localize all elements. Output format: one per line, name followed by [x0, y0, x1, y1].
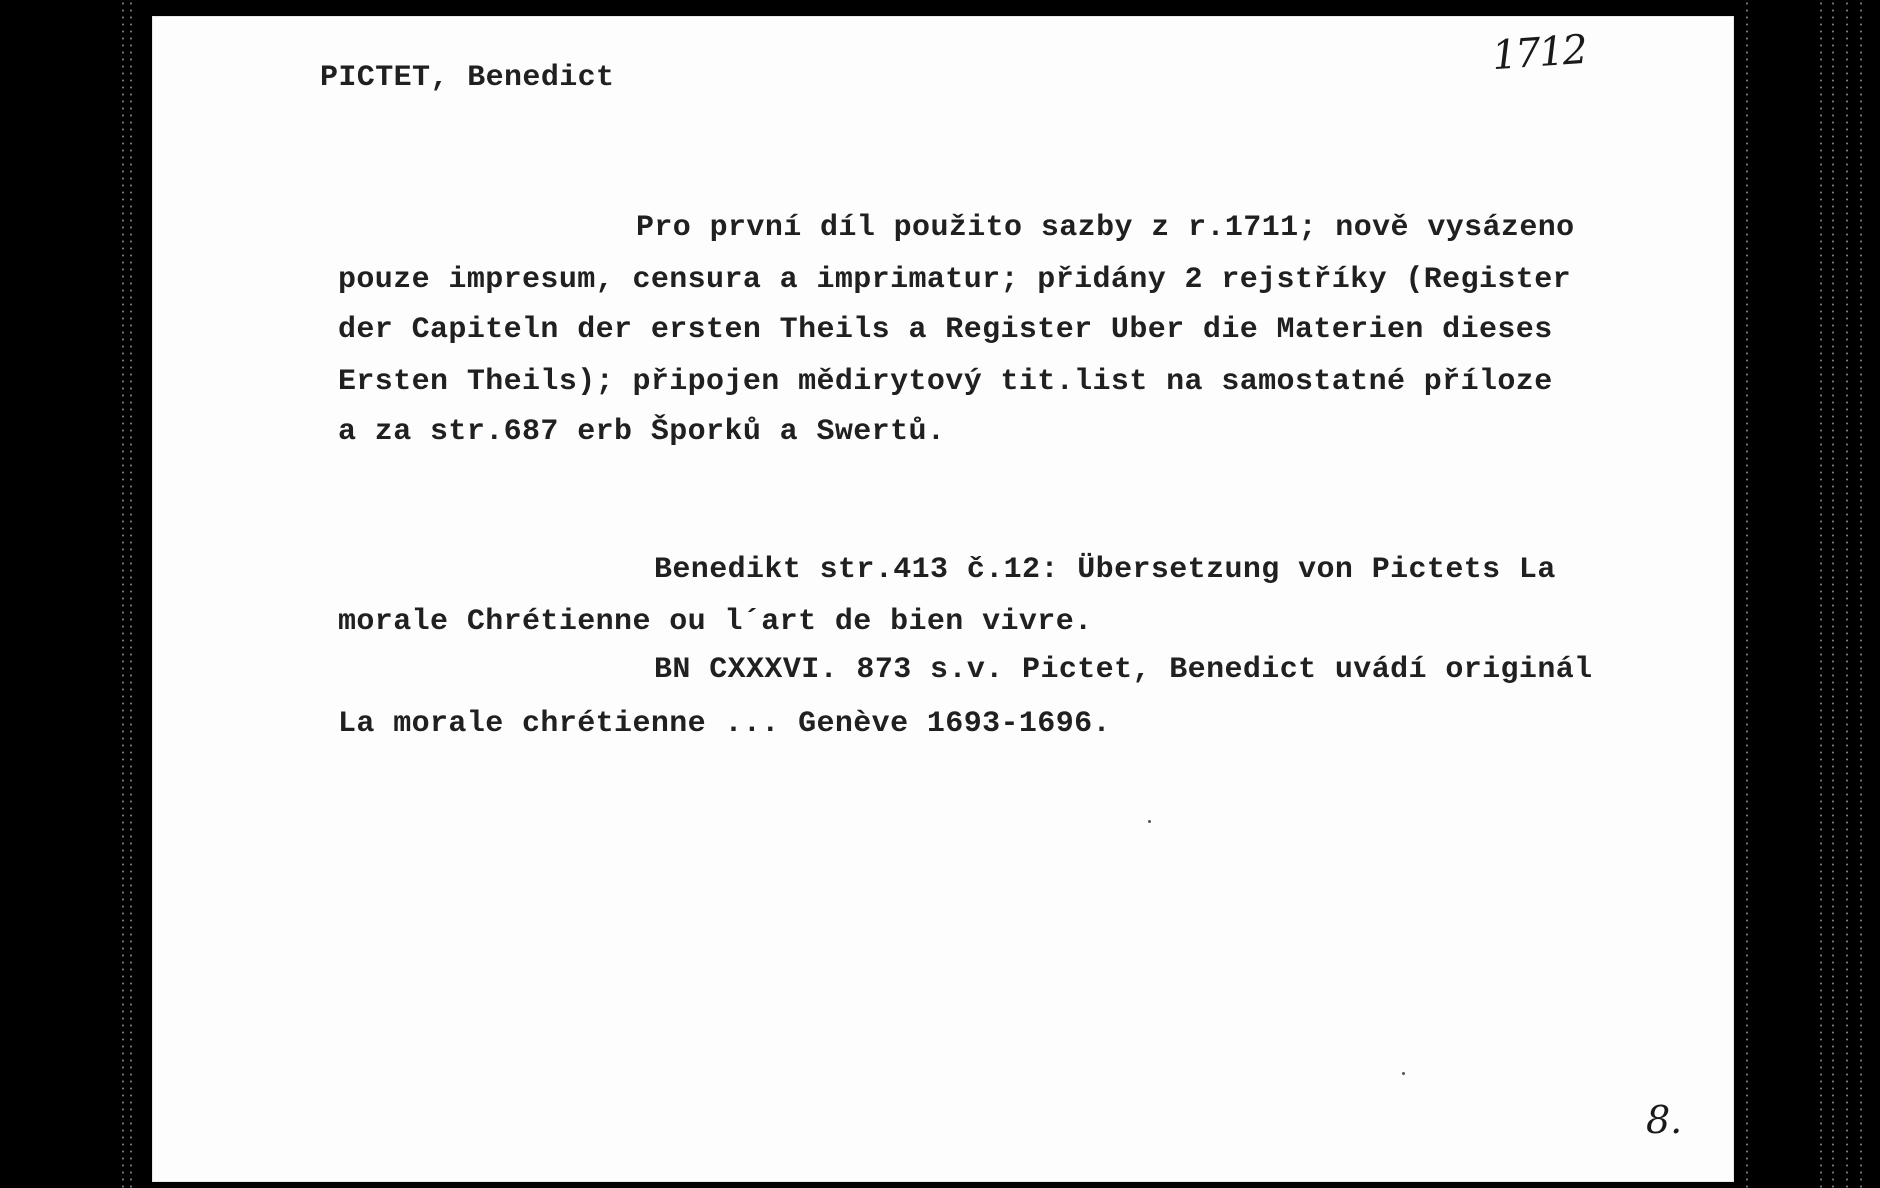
catalog-card	[152, 16, 1734, 1182]
scan-edge-left-2	[130, 0, 132, 1188]
scan-edge-right-3	[1832, 0, 1834, 1188]
text-line: La morale chrétienne ... Genève 1693-1696.	[338, 707, 1111, 741]
scan-edge-left-1	[122, 0, 124, 1188]
text-line: morale Chrétienne ou l´art de bien vivre.	[338, 605, 1093, 639]
text-line: pouze impresum, censura a imprimatur; přidány 2 rejstříky (Register	[338, 263, 1571, 297]
text-line: a za str.687 erb Šporků a Swertů.	[338, 415, 946, 449]
scan-edge-right-1	[1746, 0, 1748, 1188]
scan-edge-right-5	[1860, 0, 1862, 1188]
text-line: Benedikt str.413 č.12: Übersetzung von Pictets La	[654, 553, 1556, 587]
text-line: der Capiteln der ersten Theils a Register Uber die Materien dieses	[338, 313, 1553, 347]
dust-speck	[1148, 820, 1151, 823]
text-line: Ersten Theils); připojen mědirytový tit.list na samostatné příloze	[338, 365, 1553, 399]
text-line: BN CXXXVI. 873 s.v. Pictet, Benedict uvádí originál	[654, 653, 1593, 687]
card-number: 8.	[1646, 1098, 1683, 1142]
dust-speck	[1402, 1072, 1405, 1075]
text-line: Pro první díl použito sazby z r.1711; nově vysázeno	[636, 211, 1575, 245]
catalog-number: 1712	[1490, 26, 1588, 80]
scan-edge-right-2	[1820, 0, 1822, 1188]
card-heading: PICTET, Benedict	[320, 61, 615, 95]
scan-edge-right-4	[1846, 0, 1848, 1188]
